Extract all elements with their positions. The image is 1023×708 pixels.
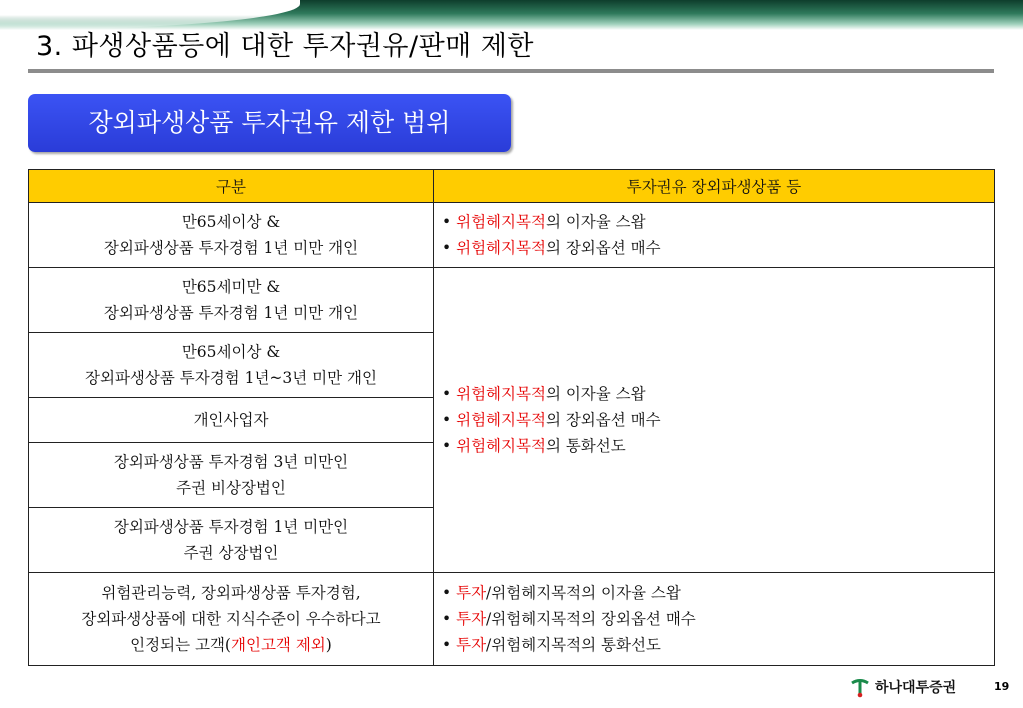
category-cell [29,398,434,443]
product-item: • 위험헤지목적의 통화선도 [442,437,626,455]
cell-line: 인정되는 고객(개인고객 제외) [130,636,332,654]
category-cell [29,268,434,333]
products-cell [434,573,995,666]
category-cell [29,443,434,508]
cell-line: 장외파생상품 투자경험 1년~3년 미만 개인 [85,369,377,387]
cell-line: 주권 비상장법인 [176,479,286,497]
emphasis-text: 투자 [456,610,487,628]
logo-text: 하나대투증권 [875,680,957,696]
category-cell [29,203,434,268]
table-header-row [29,170,995,203]
cell-line: 만65세미만 & [181,278,281,296]
cell-line: 장외파생상품 투자경험 1년 미만인 [113,518,349,536]
header-category: 구분 [29,170,434,203]
cell-line: 만65세이상 & [181,343,281,361]
page-title: 3. 파생상품등에 대한 투자권유/판매 제한 [36,31,534,62]
section-label: 장외파생상품 투자권유 제한 범위 [28,94,511,152]
emphasis-text: 투자 [456,584,487,602]
cell-line: 장외파생상품에 대한 지식수준이 우수하다고 [81,610,381,628]
product-item: • 위험헤지목적의 이자율 스왑 [442,213,646,231]
category-cell [29,333,434,398]
cell-line: 위험관리능력, 장외파생상품 투자경험, [101,584,361,602]
cell-line: 만65세이상 & [181,213,281,231]
emphasis-text: 위험헤지목적 [456,385,546,403]
hana-logo-icon [849,676,871,698]
header-products: 투자권유 장외파생상품 등 [434,170,995,203]
cell-line: 장외파생상품 투자경험 1년 미만 개인 [103,304,359,322]
products-cell [434,268,995,573]
product-item: • 투자/위험헤지목적의 통화선도 [442,636,661,654]
cell-line: 개인사업자 [193,411,269,429]
emphasis-text: 위험헤지목적 [456,213,546,231]
emphasis-text: 위험헤지목적 [456,239,546,257]
emphasis-text: 위험헤지목적 [456,437,546,455]
title-divider [28,69,994,73]
product-item: • 위험헤지목적의 이자율 스왑 [442,385,646,403]
emphasis-text: 위험헤지목적 [456,411,546,429]
cell-line: 주권 상장법인 [183,544,279,562]
products-cell [434,203,995,268]
table-row [29,573,995,666]
table-row [29,268,995,333]
product-item: • 위험헤지목적의 장외옵션 매수 [442,239,661,257]
category-cell [29,508,434,573]
table-row [29,203,995,268]
product-item: • 위험헤지목적의 장외옵션 매수 [442,411,661,429]
company-logo [849,674,956,700]
emphasis-text: 개인고객 제외 [231,636,326,654]
emphasis-text: 투자 [456,636,487,654]
cell-line: 장외파생상품 투자경험 3년 미만인 [113,453,349,471]
restriction-table [28,169,995,666]
category-cell [29,573,434,666]
cell-line: 장외파생상품 투자경험 1년 미만 개인 [103,239,359,257]
product-item: • 투자/위험헤지목적의 이자율 스왑 [442,584,681,602]
product-item: • 투자/위험헤지목적의 장외옵션 매수 [442,610,696,628]
page-number: 19 [994,680,1010,693]
